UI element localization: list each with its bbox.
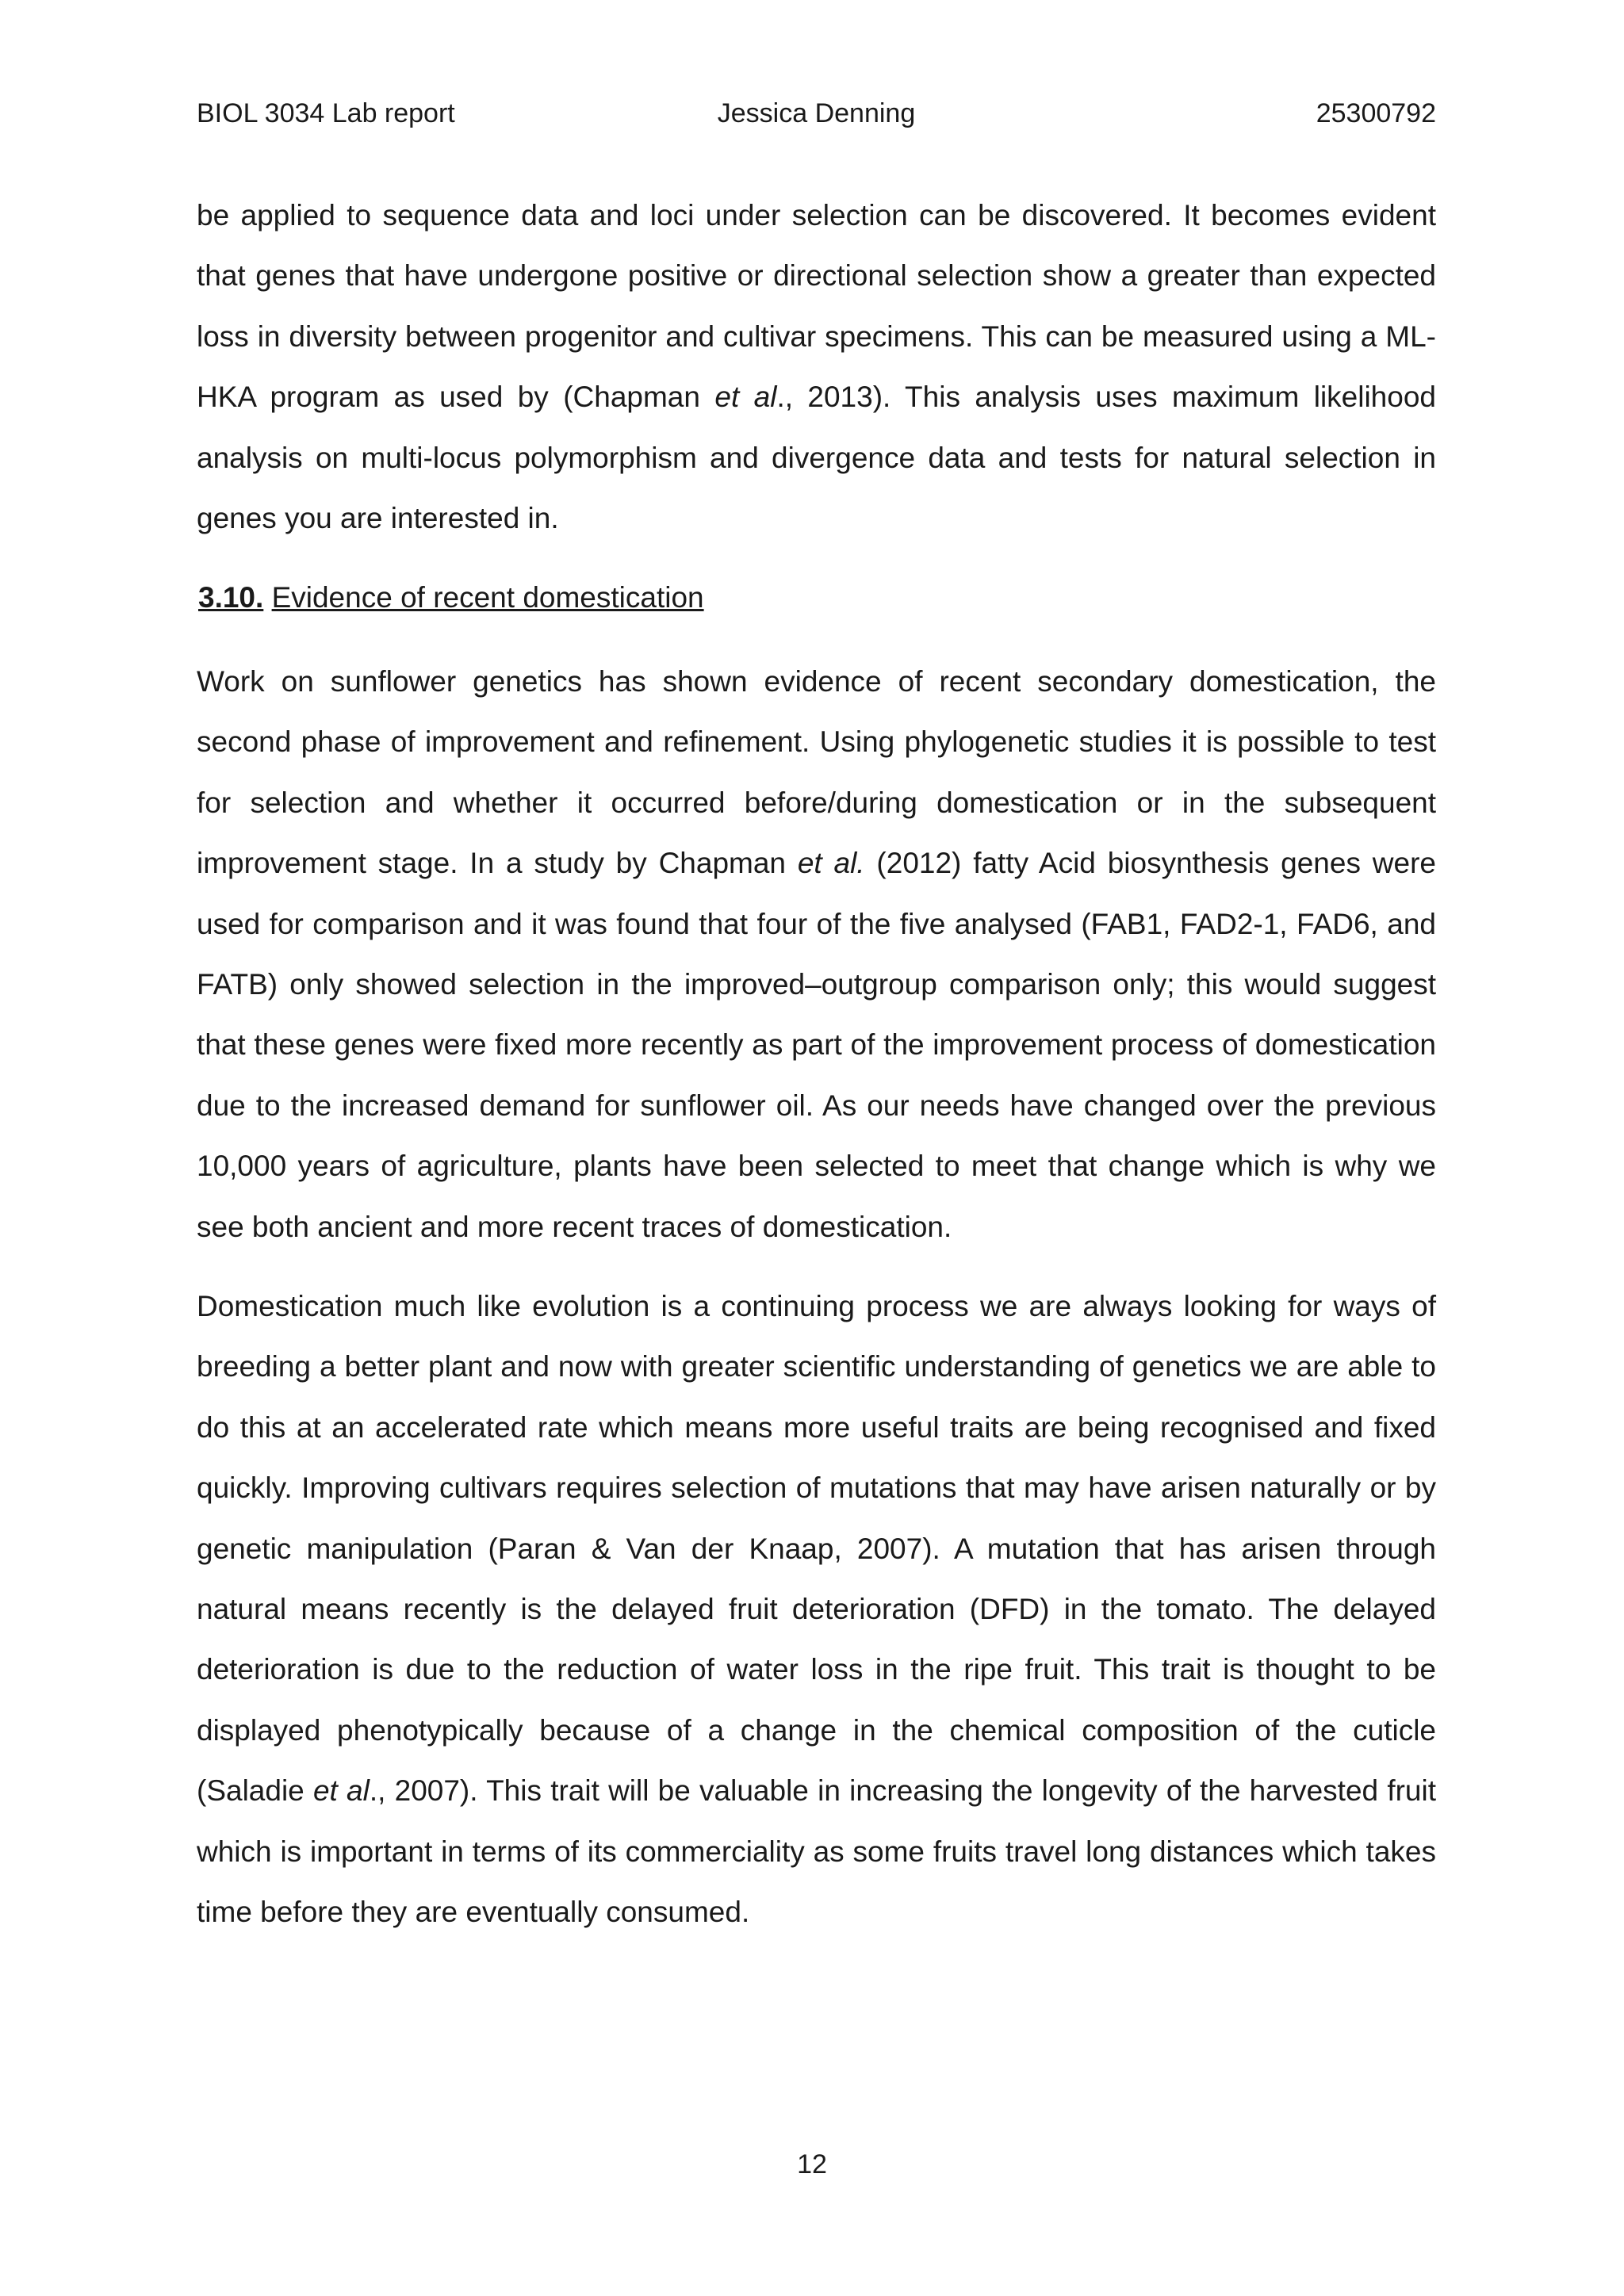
paragraph-text: ., 2007). This trait will be valuable in increasing the longevity of the harvested fruit which is important in terms of its commerciality as some fruits travel long distances which takes time before they are eventually consumed. <box>197 1774 1436 1929</box>
paragraph-text: be applied to sequence data and loci under selection can be discovered. It becomes evident that genes that have undergone positive or directional selection show a greater than expected loss in diversity between progenitor and cultivar specimens. This can be measured using a ML-HKA program as used by (Chapman <box>197 199 1436 414</box>
paragraph-domestication-process <box>197 1276 1436 1942</box>
paragraph-text: Domestication much like evolution is a continuing process we are always looking for ways of breeding a better plant and now with greater scientific understanding of genetics we are able to do this at an accelerated rate which means more useful traits are being recognised and fixed quickly. Improving cultivars requires selection of mutations that may have arisen naturally or by genetic manipulation (Paran & Van der Knaap, 2007). A mutation that has arisen through natural means recently is the delayed fruit deterioration (DFD) in the tomato. The delayed deterioration is due to the reduction of water loss in the ripe fruit. This trait is thought to be displayed phenotypically because of a change in the chemical composition of the cuticle (Saladie <box>197 1290 1436 1808</box>
page-number: 12 <box>797 2149 827 2179</box>
paragraph-selection-analysis <box>197 186 1436 549</box>
italic-citation: et al. <box>797 847 865 880</box>
header-student-id: 25300792 <box>1316 98 1436 128</box>
italic-citation: et al <box>312 1774 370 1808</box>
section-title: Evidence of recent domestication <box>271 581 704 614</box>
section-heading <box>198 568 704 628</box>
paragraph-text: (2012) fatty Acid biosynthesis genes were used for comparison and it was found that four of the five analysed (FAB1, FAD2-1, FAD6, and FATB) only showed selection in the improved–outgroup comparison only; this would suggest that these genes were fixed more recently as part of the improvement process of domestication due to the increased demand for sunflower oil. As our needs have changed over the previous 10,000 years of agriculture, plants have been selected to meet that change which is why we see both ancient and more recent traces of domestication. <box>197 847 1436 1243</box>
paragraph-text: Work on sunflower genetics has shown evidence of recent secondary domestication, the second phase of improvement and refinement. Using phylogenetic studies it is possible to test for selection and whether it occurred before/during domestication or in the subsequent improvement stage. In a study by Chapman <box>197 665 1436 880</box>
header-author: Jessica Denning <box>717 98 916 128</box>
italic-citation: et al <box>714 381 777 414</box>
paragraph-sunflower-genetics <box>197 652 1436 1257</box>
paragraph-text: ., 2013). This analysis uses maximum likelihood analysis on multi-locus polymorphism and divergence data and tests for natural selection in genes you are interested in. <box>197 381 1436 535</box>
page-header <box>197 94 1436 133</box>
header-course: BIOL 3034 Lab report <box>197 98 455 128</box>
section-number: 3.10. <box>198 581 264 614</box>
